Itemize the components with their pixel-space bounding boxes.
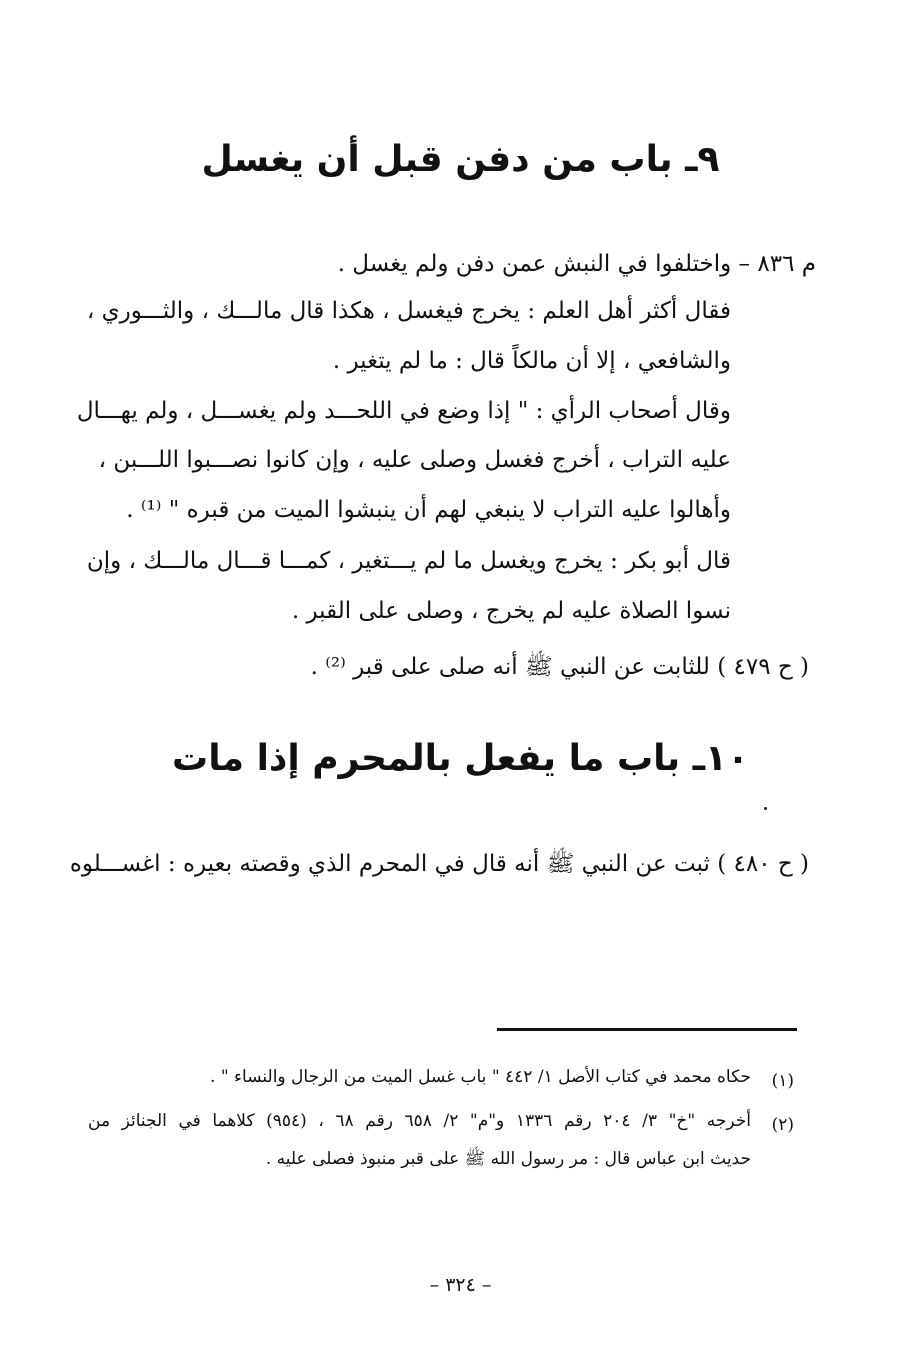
- footnote-marker: (٢): [771, 1115, 794, 1135]
- paragraph-line: ( ح ٤٧٩ ) للثابت عن النبي ﷺ أنه صلى على قبر ⁽²⁾ .: [310, 654, 809, 680]
- paragraph-line: والشافعي ، إلا أن مالكاً قال : ما لم يتغير .: [332, 348, 731, 374]
- paragraph-line: نسوا الصلاة عليه لم يخرج ، وصلى على القبر .: [291, 598, 731, 624]
- paragraph-line: فقال أكثر أهل العلم : يخرج فيغسل ، هكذا قال مالـــك ، والثـــوري ،: [86, 298, 731, 324]
- paragraph-line: وقال أصحاب الرأي : " إذا وضع في اللحـــد ولم يغســـل ، ولم يهـــال: [76, 398, 731, 424]
- paragraph-line: ( ح ٤٨٠ ) ثبت عن النبي ﷺ أنه قال في المحرم الذي وقصته بعيره : اغســـلوه: [69, 851, 809, 877]
- section-9-heading: ٩ـ باب من دفن قبل أن يغسل: [201, 139, 720, 180]
- footnote-text: حديث ابن عباس قال : مر رسول الله ﷺ على قبر منبوذ فصلى عليه .: [265, 1149, 751, 1169]
- footnote-text: أخرجه "خ" ٣/ ٢٠٤ رقم ١٣٣٦ و"م" ٢/ ٦٥٨ رقم ٦٨ ، (٩٥٤) كلاهما في الجنائز من: [88, 1111, 751, 1131]
- stray-mark: [764, 807, 767, 810]
- footnote-text: حكاه محمد في كتاب الأصل ١/ ٤٤٢ " باب غسل الميت من الرجال والنساء " .: [210, 1067, 751, 1087]
- paragraph-line: وأهالوا عليه التراب لا ينبغي لهم أن ينبشوا الميت من قبره " ⁽¹⁾ .: [126, 497, 731, 523]
- footnote-separator: [497, 1028, 797, 1031]
- page-number: – ٣٢٤ –: [429, 1274, 492, 1296]
- footnote-marker: (١): [771, 1071, 794, 1091]
- paragraph-line: م ٨٣٦ – واختلفوا في النبش عمن دفن ولم يغسل .: [337, 251, 816, 277]
- paragraph-line: قال أبو بكر : يخرج ويغسل ما لم يـــتغير ، كمـــا قـــال مالـــك ، وإن: [86, 548, 731, 574]
- section-10-heading: ١٠ـ باب ما يفعل بالمحرم إذا مات: [172, 738, 749, 779]
- paragraph-line: عليه التراب ، أخرج فغسل وصلى عليه ، وإن كانوا نصـــبوا اللـــبن ،: [98, 447, 731, 473]
